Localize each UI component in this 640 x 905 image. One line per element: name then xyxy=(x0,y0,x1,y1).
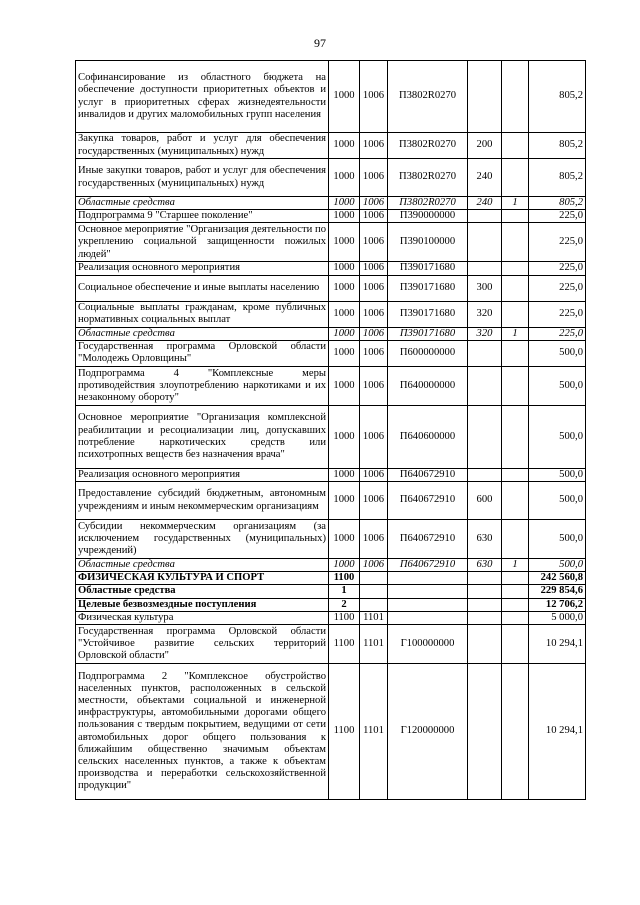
row-name-cell: Подпрограмма 2 "Комплексное обустройство населенных пунктов, расположенных в сельской местности, объектами социальной и инженерной инфраструктуры, автомобильными дорогами общего пользования с твердым покрытием, ведущими от сети автомобильных дорог общего пользования к ближайшим общественно значимым объектам сельских населенных пунктов, а также к объектам производства и переработки сельскохозяйственной продукции" xyxy=(76,664,329,800)
subsection-code-cell: 1006 xyxy=(360,520,388,559)
target-article-cell: П390171680 xyxy=(388,327,468,340)
table-row xyxy=(76,598,586,611)
expense-type-cell xyxy=(468,223,502,262)
amount-cell: 805,2 xyxy=(529,159,586,197)
section-code-cell: 1000 xyxy=(329,197,360,210)
row-name-cell: Иные закупки товаров, работ и услуг для обеспечения государственных (муниципальных) нужд xyxy=(76,159,329,197)
row-name-cell: Подпрограмма 4 "Комплексные меры противодействия злоупотреблению наркотиками и их незаконному обороту" xyxy=(76,366,329,405)
amount-cell: 805,2 xyxy=(529,133,586,159)
amount-cell: 225,0 xyxy=(529,275,586,301)
target-article-cell xyxy=(388,585,468,598)
expense-type-cell xyxy=(468,210,502,223)
row-name-cell: Областные средства xyxy=(76,197,329,210)
expense-type-cell xyxy=(468,572,502,585)
row-name-cell: Целевые безвозмездные поступления xyxy=(76,598,329,611)
subsection-code-cell: 1006 xyxy=(360,405,388,468)
table-row xyxy=(76,611,586,624)
expense-type-cell: 240 xyxy=(468,197,502,210)
section-code-cell: 1000 xyxy=(329,223,360,262)
target-article-cell xyxy=(388,611,468,624)
expense-type-cell xyxy=(468,262,502,275)
subsection-code-cell xyxy=(360,598,388,611)
subsection-code-cell: 1006 xyxy=(360,559,388,572)
section-code-cell: 1000 xyxy=(329,301,360,327)
target-article-cell: П390171680 xyxy=(388,301,468,327)
expense-type-cell xyxy=(468,340,502,366)
amount-cell: 242 560,8 xyxy=(529,572,586,585)
subsection-code-cell: 1006 xyxy=(360,223,388,262)
target-article-cell: П640000000 xyxy=(388,366,468,405)
row-name-cell: ФИЗИЧЕСКАЯ КУЛЬТУРА И СПОРТ xyxy=(76,572,329,585)
target-article-cell: Г100000000 xyxy=(388,625,468,664)
section-code-cell: 1000 xyxy=(329,210,360,223)
expense-type-cell: 630 xyxy=(468,520,502,559)
expense-type-cell: 320 xyxy=(468,301,502,327)
row-name-cell: Подпрограмма 9 "Старшее поколение" xyxy=(76,210,329,223)
amount-cell: 500,0 xyxy=(529,559,586,572)
funding-source-cell xyxy=(502,520,529,559)
section-code-cell: 1000 xyxy=(329,275,360,301)
row-name-cell: Социальное обеспечение и иные выплаты населению xyxy=(76,275,329,301)
section-code-cell: 1000 xyxy=(329,159,360,197)
subsection-code-cell: 1006 xyxy=(360,301,388,327)
expense-type-cell xyxy=(468,585,502,598)
target-article-cell: П600000000 xyxy=(388,340,468,366)
table-row xyxy=(76,482,586,520)
budget-table xyxy=(75,60,586,800)
row-name-cell: Областные средства xyxy=(76,327,329,340)
subsection-code-cell: 1006 xyxy=(360,262,388,275)
subsection-code-cell: 1006 xyxy=(360,210,388,223)
expense-type-cell: 600 xyxy=(468,482,502,520)
row-name-cell: Реализация основного мероприятия xyxy=(76,468,329,481)
subsection-code-cell: 1006 xyxy=(360,197,388,210)
section-code-cell: 1000 xyxy=(329,340,360,366)
subsection-code-cell: 1006 xyxy=(360,482,388,520)
funding-source-cell: 1 xyxy=(502,197,529,210)
funding-source-cell xyxy=(502,625,529,664)
amount-cell: 225,0 xyxy=(529,223,586,262)
amount-cell: 805,2 xyxy=(529,61,586,133)
subsection-code-cell: 1006 xyxy=(360,275,388,301)
target-article-cell: П390171680 xyxy=(388,262,468,275)
subsection-code-cell: 1101 xyxy=(360,611,388,624)
funding-source-cell: 1 xyxy=(502,559,529,572)
target-article-cell: Г120000000 xyxy=(388,664,468,800)
table-row xyxy=(76,559,586,572)
target-article-cell: П640600000 xyxy=(388,405,468,468)
funding-source-cell xyxy=(502,482,529,520)
row-name-cell: Физическая культура xyxy=(76,611,329,624)
section-code-cell: 1000 xyxy=(329,520,360,559)
expense-type-cell: 630 xyxy=(468,559,502,572)
target-article-cell: П3802R0270 xyxy=(388,197,468,210)
funding-source-cell xyxy=(502,301,529,327)
section-code-cell: 1000 xyxy=(329,405,360,468)
expense-type-cell xyxy=(468,366,502,405)
funding-source-cell xyxy=(502,611,529,624)
funding-source-cell xyxy=(502,223,529,262)
table-row xyxy=(76,210,586,223)
section-code-cell: 1100 xyxy=(329,664,360,800)
target-article-cell: П390000000 xyxy=(388,210,468,223)
table-row xyxy=(76,275,586,301)
row-name-cell: Социальные выплаты гражданам, кроме публичных нормативных социальных выплат xyxy=(76,301,329,327)
target-article-cell: П390171680 xyxy=(388,275,468,301)
section-code-cell: 1000 xyxy=(329,262,360,275)
table-row xyxy=(76,585,586,598)
subsection-code-cell: 1006 xyxy=(360,61,388,133)
amount-cell: 5 000,0 xyxy=(529,611,586,624)
funding-source-cell xyxy=(502,210,529,223)
target-article-cell: П640672910 xyxy=(388,559,468,572)
page-number: 97 xyxy=(314,36,326,50)
section-code-cell: 1000 xyxy=(329,559,360,572)
target-article-cell: П390100000 xyxy=(388,223,468,262)
row-name-cell: Основное мероприятие "Организация деятельности по укреплению социальной защищенности пожилых людей" xyxy=(76,223,329,262)
row-name-cell: Государственная программа Орловской области "Молодежь Орловщины" xyxy=(76,340,329,366)
expense-type-cell: 300 xyxy=(468,275,502,301)
table-row xyxy=(76,625,586,664)
funding-source-cell xyxy=(502,664,529,800)
table-row xyxy=(76,262,586,275)
funding-source-cell: 1 xyxy=(502,327,529,340)
funding-source-cell xyxy=(502,262,529,275)
amount-cell: 500,0 xyxy=(529,482,586,520)
amount-cell: 10 294,1 xyxy=(529,664,586,800)
amount-cell: 229 854,6 xyxy=(529,585,586,598)
subsection-code-cell: 1006 xyxy=(360,366,388,405)
section-code-cell: 1000 xyxy=(329,133,360,159)
target-article-cell: П3802R0270 xyxy=(388,133,468,159)
table-row xyxy=(76,340,586,366)
subsection-code-cell xyxy=(360,572,388,585)
table-row xyxy=(76,366,586,405)
section-code-cell: 1000 xyxy=(329,61,360,133)
expense-type-cell: 240 xyxy=(468,159,502,197)
amount-cell: 12 706,2 xyxy=(529,598,586,611)
table-row xyxy=(76,223,586,262)
section-code-cell: 1100 xyxy=(329,611,360,624)
table-row xyxy=(76,468,586,481)
table-row xyxy=(76,664,586,800)
funding-source-cell xyxy=(502,61,529,133)
funding-source-cell xyxy=(502,133,529,159)
section-code-cell: 2 xyxy=(329,598,360,611)
funding-source-cell xyxy=(502,572,529,585)
funding-source-cell xyxy=(502,468,529,481)
section-code-cell: 1000 xyxy=(329,468,360,481)
target-article-cell: П640672910 xyxy=(388,520,468,559)
row-name-cell: Областные средства xyxy=(76,585,329,598)
row-name-cell: Основное мероприятие "Организация комплексной реабилитации и ресоциализации лиц, допускавших потребление наркотических средств или психотропных веществ без назначения врача" xyxy=(76,405,329,468)
section-code-cell: 1000 xyxy=(329,366,360,405)
funding-source-cell xyxy=(502,585,529,598)
subsection-code-cell: 1006 xyxy=(360,340,388,366)
expense-type-cell xyxy=(468,598,502,611)
target-article-cell: П3802R0270 xyxy=(388,159,468,197)
table-row xyxy=(76,159,586,197)
table-row xyxy=(76,405,586,468)
amount-cell: 500,0 xyxy=(529,340,586,366)
table-row xyxy=(76,197,586,210)
row-name-cell: Государственная программа Орловской области "Устойчивое развитие сельских территорий Орловской области" xyxy=(76,625,329,664)
section-code-cell: 1100 xyxy=(329,625,360,664)
funding-source-cell xyxy=(502,340,529,366)
funding-source-cell xyxy=(502,366,529,405)
amount-cell: 805,2 xyxy=(529,197,586,210)
table-row xyxy=(76,520,586,559)
target-article-cell xyxy=(388,572,468,585)
row-name-cell: Реализация основного мероприятия xyxy=(76,262,329,275)
expense-type-cell xyxy=(468,468,502,481)
row-name-cell: Областные средства xyxy=(76,559,329,572)
subsection-code-cell: 1006 xyxy=(360,133,388,159)
funding-source-cell xyxy=(502,405,529,468)
subsection-code-cell: 1006 xyxy=(360,159,388,197)
row-name-cell: Субсидии некоммерческим организациям (за исключением государственных (муниципальных) учреждений) xyxy=(76,520,329,559)
target-article-cell: П3802R0270 xyxy=(388,61,468,133)
target-article-cell: П640672910 xyxy=(388,482,468,520)
expense-type-cell: 200 xyxy=(468,133,502,159)
subsection-code-cell: 1006 xyxy=(360,327,388,340)
funding-source-cell xyxy=(502,275,529,301)
target-article-cell: П640672910 xyxy=(388,468,468,481)
amount-cell: 225,0 xyxy=(529,210,586,223)
amount-cell: 10 294,1 xyxy=(529,625,586,664)
section-code-cell: 1 xyxy=(329,585,360,598)
section-code-cell: 1100 xyxy=(329,572,360,585)
row-name-cell: Предоставление субсидий бюджетным, автономным учреждениям и иным некоммерческим организациям xyxy=(76,482,329,520)
row-name-cell: Закупка товаров, работ и услуг для обеспечения государственных (муниципальных) нужд xyxy=(76,133,329,159)
table-row xyxy=(76,61,586,133)
expense-type-cell xyxy=(468,611,502,624)
expense-type-cell xyxy=(468,625,502,664)
row-name-cell: Софинансирование из областного бюджета на обеспечение доступности приоритетных объектов и услуг в приоритетных сферах жизнедеятельности инвалидов и других маломобильных групп населения xyxy=(76,61,329,133)
subsection-code-cell: 1006 xyxy=(360,468,388,481)
amount-cell: 225,0 xyxy=(529,262,586,275)
table-row xyxy=(76,572,586,585)
funding-source-cell xyxy=(502,159,529,197)
target-article-cell xyxy=(388,598,468,611)
table-row xyxy=(76,327,586,340)
funding-source-cell xyxy=(502,598,529,611)
amount-cell: 500,0 xyxy=(529,405,586,468)
expense-type-cell: 320 xyxy=(468,327,502,340)
amount-cell: 225,0 xyxy=(529,301,586,327)
section-code-cell: 1000 xyxy=(329,327,360,340)
expense-type-cell xyxy=(468,664,502,800)
subsection-code-cell: 1101 xyxy=(360,664,388,800)
amount-cell: 500,0 xyxy=(529,468,586,481)
expense-type-cell xyxy=(468,61,502,133)
table-row xyxy=(76,301,586,327)
table-row xyxy=(76,133,586,159)
subsection-code-cell xyxy=(360,585,388,598)
expense-type-cell xyxy=(468,405,502,468)
amount-cell: 225,0 xyxy=(529,327,586,340)
subsection-code-cell: 1101 xyxy=(360,625,388,664)
amount-cell: 500,0 xyxy=(529,366,586,405)
amount-cell: 500,0 xyxy=(529,520,586,559)
section-code-cell: 1000 xyxy=(329,482,360,520)
